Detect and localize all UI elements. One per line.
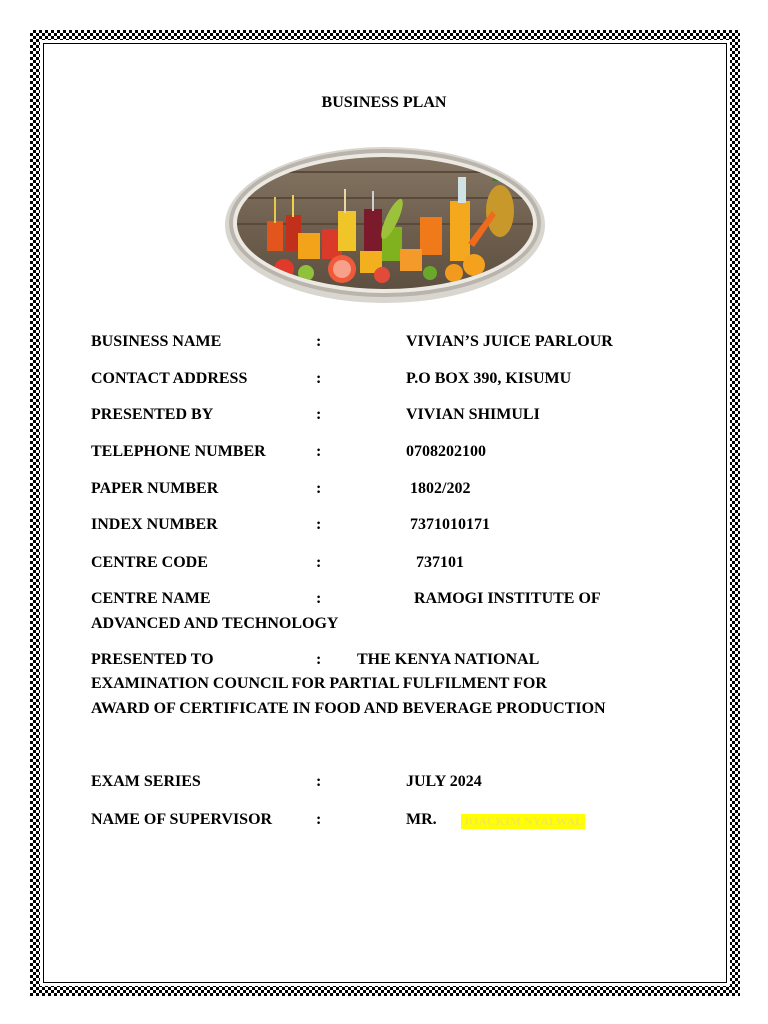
centre-name-continuation: ADVANCED AND TECHNOLOGY — [91, 615, 339, 632]
field-label: PRESENTED BY — [91, 406, 214, 423]
supervisor-name-highlighted: JOACKIM NYALWAL — [463, 814, 584, 828]
field-colon: : — [316, 554, 322, 571]
field-label: INDEX NUMBER — [91, 516, 218, 533]
juice-banner-image — [222, 141, 548, 305]
field-value: 7371010171 — [410, 516, 490, 533]
field-colon: : — [316, 651, 322, 668]
field-value: 1802/202 — [410, 480, 471, 497]
field-value: 0708202100 — [406, 443, 486, 460]
field-colon: : — [316, 406, 322, 423]
field-value: VIVIAN SHIMULI — [406, 406, 540, 423]
field-label: BUSINESS NAME — [91, 333, 222, 350]
field-colon: : — [316, 516, 322, 533]
field-colon: : — [316, 370, 322, 387]
field-value: RAMOGI INSTITUTE OF — [414, 590, 601, 607]
field-label: PAPER NUMBER — [91, 480, 219, 497]
field-value: P.O BOX 390, KISUMU — [406, 370, 572, 387]
field-colon: : — [316, 773, 322, 790]
field-label: CENTRE NAME — [91, 590, 211, 607]
presented-to-line-2: EXAMINATION COUNCIL FOR PARTIAL FULFILMENT FOR — [91, 675, 547, 692]
field-label: NAME OF SUPERVISOR — [91, 811, 273, 828]
field-value: 737101 — [416, 554, 464, 571]
field-value: VIVIAN’S JUICE PARLOUR — [406, 333, 613, 350]
field-value: JULY 2024 — [406, 773, 482, 790]
presented-to-line-3: AWARD OF CERTIFICATE IN FOOD AND BEVERAGE PRODUCTION — [91, 700, 606, 717]
field-colon: : — [316, 443, 322, 460]
field-label: TELEPHONE NUMBER — [91, 443, 266, 460]
document-title: BUSINESS PLAN — [321, 94, 447, 111]
field-label: CONTACT ADDRESS — [91, 370, 248, 387]
field-label: EXAM SERIES — [91, 773, 201, 790]
supervisor-prefix: MR. — [406, 811, 437, 828]
field-colon: : — [316, 590, 322, 607]
field-value: THE KENYA NATIONAL — [357, 651, 540, 668]
field-colon: : — [316, 333, 322, 350]
field-colon: : — [316, 811, 322, 828]
field-label: CENTRE CODE — [91, 554, 208, 571]
field-label: PRESENTED TO — [91, 651, 214, 668]
field-colon: : — [316, 480, 322, 497]
